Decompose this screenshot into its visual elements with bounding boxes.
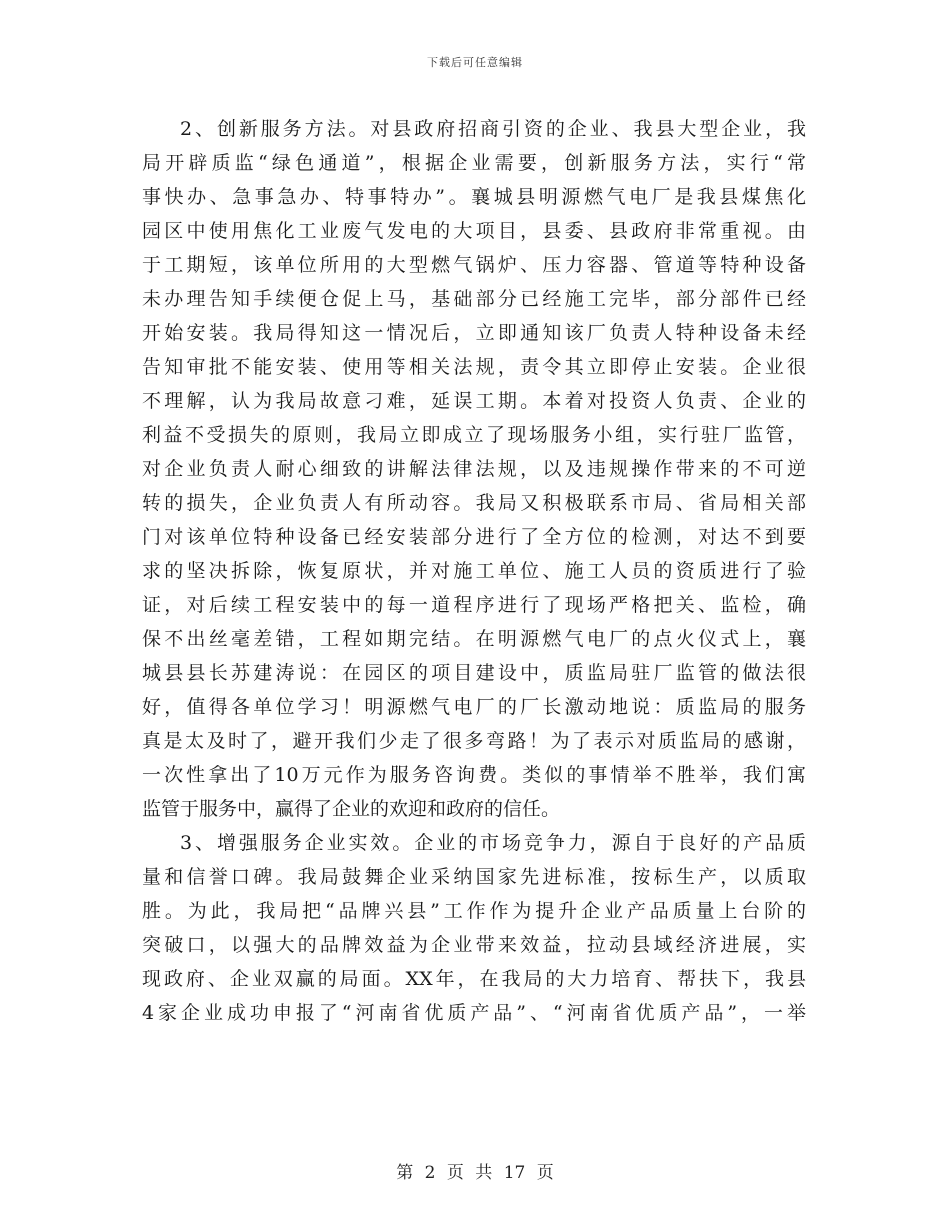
page-footer: 第 2 页 共 17 页 (396, 1163, 554, 1183)
text-line: 求的坚决拆除，恢复原状，并对施工单位、施工人员的资质进行了验 (142, 560, 806, 582)
text-line: 未办理告知手续便仓促上马，基础部分已经施工完毕，部分部件已经 (142, 288, 806, 310)
text-line: 事快办、急事急办、特事特办”。襄城县明源燃气电厂是我县煤焦化 (142, 186, 806, 208)
page-header: 下载后可任意编辑 (427, 56, 523, 69)
document-body (142, 112, 806, 1030)
text-line: 好，值得各单位学习！明源燃气电厂的厂长激动地说：质监局的服务 (142, 696, 806, 718)
text-line: 2、创新服务方法。对县政府招商引资的企业、我县大型企业，我 (180, 118, 806, 140)
text-line: 4家企业成功申报了“河南省优质产品”、“河南省优质产品”，一举 (142, 1002, 806, 1024)
text-line: 监管于服务中，赢得了企业的欢迎和政府的信任。 (142, 798, 561, 820)
text-line: 一次性拿出了10万元作为服务咨询费。类似的事情举不胜举，我们寓 (142, 764, 806, 786)
text-line: 对企业负责人耐心细致的讲解法律法规，以及违规操作带来的不可逆 (142, 458, 806, 480)
text-line: 城县县长苏建涛说：在园区的项目建设中，质监局驻厂监管的做法很 (142, 662, 806, 684)
paragraph-2 (142, 826, 806, 1030)
text-line: 真是太及时了，避开我们少走了很多弯路！为了表示对质监局的感谢， (142, 730, 806, 752)
text-line: 告知审批不能安装、使用等相关法规，责令其立即停止安装。企业很 (142, 356, 806, 378)
text-line: 证，对后续工程安装中的每一道程序进行了现场严格把关、监检，确 (142, 594, 806, 616)
text-line: 利益不受损失的原则，我局立即成立了现场服务小组，实行驻厂监管， (142, 424, 806, 446)
text-line: 现政府、企业双赢的局面。XX年，在我局的大力培育、帮扶下，我县 (142, 968, 806, 990)
text-line: 胜。为此，我局把“品牌兴县”工作作为提升企业产品质量上台阶的 (142, 900, 806, 922)
text-line: 转的损失，企业负责人有所动容。我局又积极联系市局、省局相关部 (142, 492, 806, 514)
paragraph-1 (142, 112, 806, 826)
text-line: 局开辟质监“绿色通道”，根据企业需要，创新服务方法，实行“常 (142, 152, 806, 174)
text-line: 保不出丝毫差错，工程如期完结。在明源燃气电厂的点火仪式上，襄 (142, 628, 806, 650)
text-line: 于工期短，该单位所用的大型燃气锅炉、压力容器、管道等特种设备 (142, 254, 806, 276)
text-line: 不理解，认为我局故意刁难，延误工期。本着对投资人负责、企业的 (142, 390, 806, 412)
text-line: 门对该单位特种设备已经安装部分进行了全方位的检测，对达不到要 (142, 526, 806, 548)
text-line: 园区中使用焦化工业废气发电的大项目，县委、县政府非常重视。由 (142, 220, 806, 242)
text-line: 3、增强服务企业实效。企业的市场竞争力，源自于良好的产品质 (180, 832, 806, 854)
text-line: 开始安装。我局得知这一情况后，立即通知该厂负责人特种设备未经 (142, 322, 806, 344)
text-line: 量和信誉口碑。我局鼓舞企业采纳国家先进标准，按标生产，以质取 (142, 866, 806, 888)
text-line: 突破口，以强大的品牌效益为企业带来效益，拉动县域经济进展，实 (142, 934, 806, 956)
